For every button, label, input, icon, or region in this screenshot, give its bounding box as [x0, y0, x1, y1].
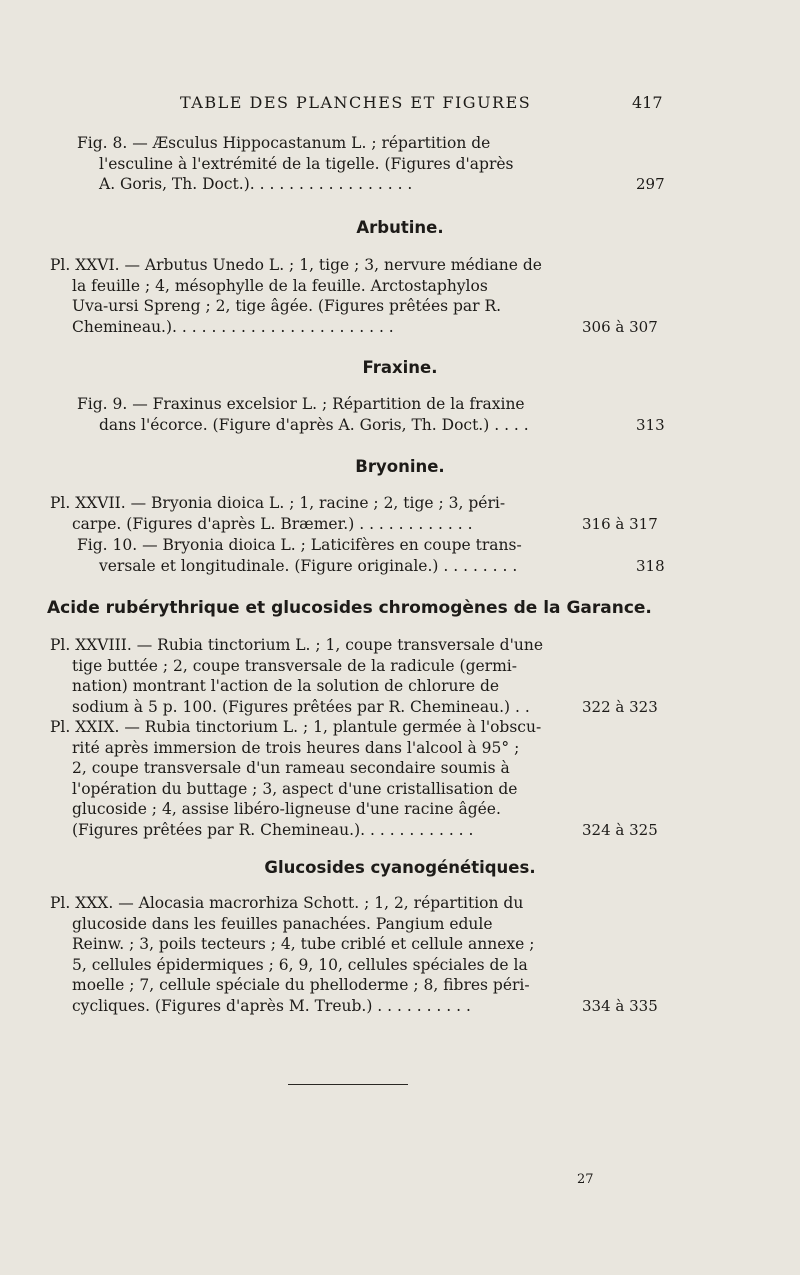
entry-line: Pl. XXVIII. — Rubia tinctorium L. ; 1, coupe transversale d'une: [50, 636, 543, 654]
entry-line: nation) montrant l'action de la solution de chlorure de: [72, 677, 500, 696]
entry-pages: 322 à 323: [582, 698, 658, 716]
entry-line: Uva-ursi Spreng ; 2, tige âgée. (Figures prêtées par R.: [72, 297, 502, 316]
entry-line: Chemineau.). . . . . . . . . . . . . . . . . . . . . . .: [72, 317, 394, 336]
entry-line: moelle ; 7, cellule spéciale du phelloderme ; 8, fibres péri-: [72, 976, 530, 995]
entry-pages: 318: [636, 557, 665, 575]
entry-line: dans l'écorce. (Figure d'après A. Goris, Th. Doct.) . . . .: [99, 415, 529, 434]
entry-pages: 316 à 317: [582, 515, 658, 533]
entry-line: l'opération du buttage ; 3, aspect d'une cristallisation de: [72, 779, 518, 798]
entry-pages: 313: [636, 416, 665, 434]
entry-line: Fig. 8. — Æsculus Hippocastanum L. ; répartition de: [77, 134, 491, 152]
entry-line: Pl. XXVII. — Bryonia dioica L. ; 1, racine ; 2, tige ; 3, péri-: [50, 494, 506, 512]
entry-line: la feuille ; 4, mésophylle de la feuille. Arctostaphylos: [72, 276, 488, 295]
running-header: [0, 93, 800, 117]
entry-line: rité après immersion de trois heures dans l'alcool à 95° ;: [72, 738, 520, 757]
entry-pages: 334 à 335: [582, 997, 658, 1015]
entry-line: glucoside dans les feuilles panachées. Pangium edule: [72, 914, 493, 933]
signature-mark: 27: [577, 1172, 594, 1187]
entry-line: Fig. 9. — Fraxinus excelsior L. ; Répartition de la fraxine: [77, 395, 525, 413]
entry-line: cycliques. (Figures d'après M. Treub.) . . . . . . . . . .: [72, 996, 471, 1015]
header-title: TABLE DES PLANCHES ET FIGURES: [180, 93, 532, 112]
section-heading-garance: Acide rubérythrique et glucosides chromogènes de la Garance.: [47, 598, 652, 618]
entry-pages: 324 à 325: [582, 821, 658, 839]
entry-line: 2, coupe transversale d'un rameau secondaire soumis à: [72, 759, 510, 778]
section-heading-arbutine: Arbutine.: [356, 218, 444, 237]
entry-line: versale et longitudinale. (Figure originale.) . . . . . . . .: [99, 556, 518, 575]
entry-line: Fig. 10. — Bryonia dioica L. ; Laticifères en coupe trans-: [77, 536, 522, 554]
entry-line: (Figures prêtées par R. Chemineau.). . . . . . . . . . . .: [72, 820, 474, 839]
entry-line: glucoside ; 4, assise libéro-ligneuse d'une racine âgée.: [72, 800, 501, 819]
entry-line: Pl. XXVI. — Arbutus Unedo L. ; 1, tige ; 3, nervure médiane de: [50, 256, 542, 274]
entry-pages: 297: [636, 175, 665, 193]
entry-line: Reinw. ; 3, poils tecteurs ; 4, tube criblé et cellule annexe ;: [72, 935, 535, 954]
section-heading-fraxine: Fraxine.: [362, 358, 438, 377]
section-heading-cyanogenetiques: Glucosides cyanogénétiques.: [264, 858, 536, 877]
header-page-number: 417: [632, 93, 663, 112]
entry-line: l'esculine à l'extrémité de la tigelle. (Figures d'après: [99, 154, 514, 173]
end-rule: [288, 1084, 408, 1085]
entry-line: Pl. XXX. — Alocasia macrorhiza Schott. ; 1, 2, répartition du: [50, 894, 524, 912]
section-heading-bryonine: Bryonine.: [355, 457, 445, 476]
entry-line: 5, cellules épidermiques ; 6, 9, 10, cellules spéciales de la: [72, 955, 528, 974]
entry-line: tige buttée ; 2, coupe transversale de la radicule (germi-: [72, 656, 517, 675]
entry-line: A. Goris, Th. Doct.). . . . . . . . . . . . . . . . .: [99, 175, 413, 194]
entry-line: carpe. (Figures d'après L. Bræmer.) . . . . . . . . . . . .: [72, 514, 473, 533]
entry-line: sodium à 5 p. 100. (Figures prêtées par R. Chemineau.) . .: [72, 697, 530, 716]
entry-pages: 306 à 307: [582, 318, 658, 336]
entry-line: Pl. XXIX. — Rubia tinctorium L. ; 1, plantule germée à l'obscu-: [50, 718, 542, 736]
